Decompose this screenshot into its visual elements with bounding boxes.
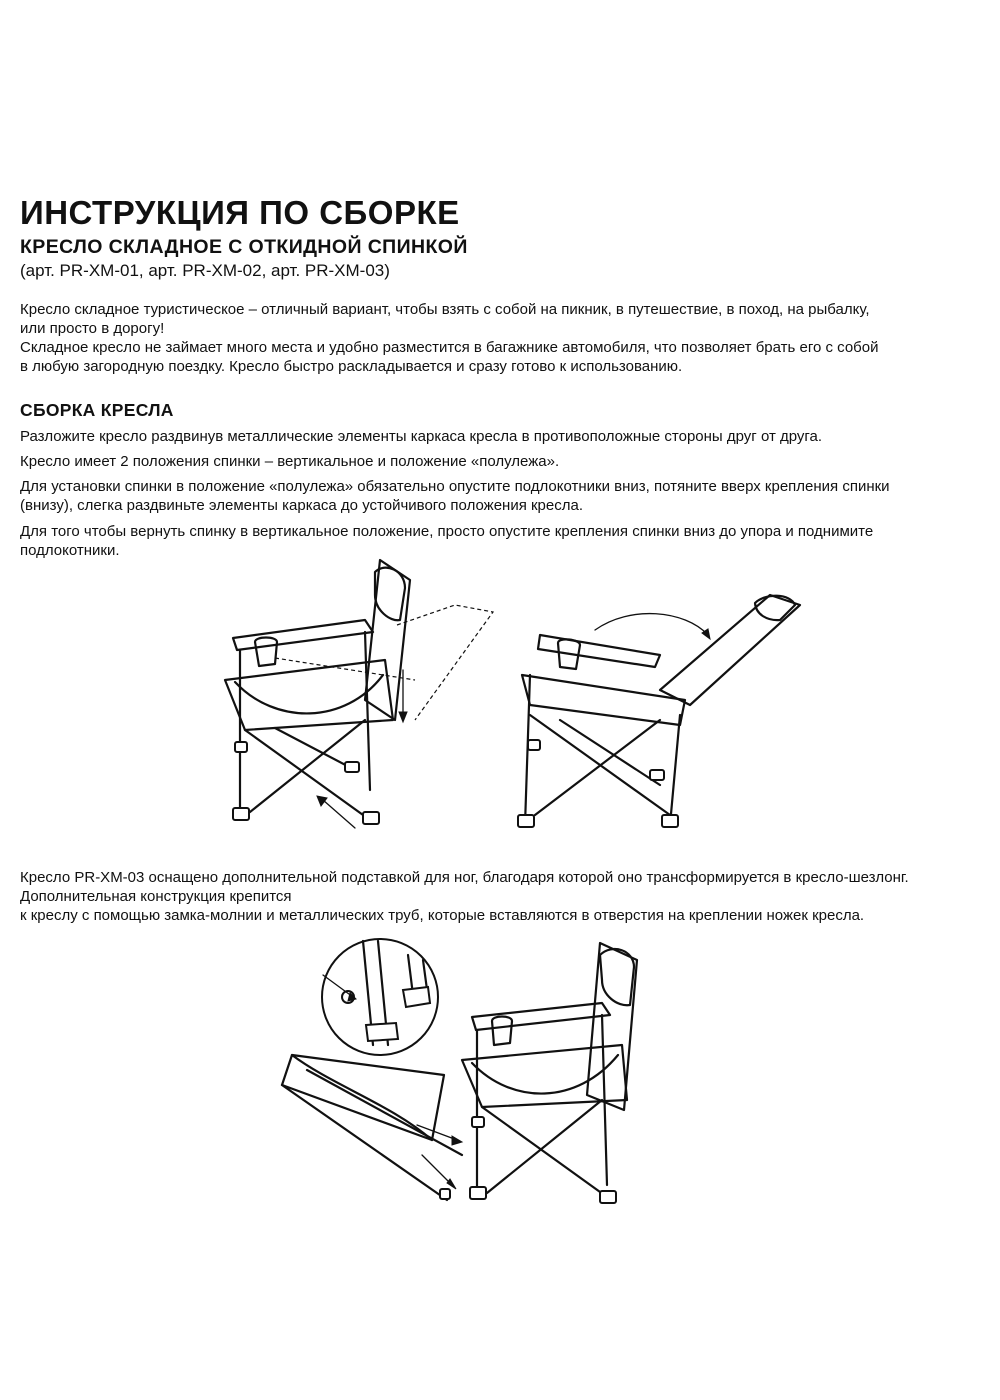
footrest-illustration — [272, 1045, 472, 1205]
assembly-step-3-line: Для установки спинки в положение «полулежа» обязательно опустите подлокотники вниз, потяните вверх крепления спинки — [20, 478, 890, 495]
footrest-line: Дополнительная конструкция крепится — [20, 888, 292, 905]
section-heading-assembly: СБОРКА КРЕСЛА — [20, 400, 174, 420]
article-numbers: (арт. PR-XM-01, арт. PR-XM-02, арт. PR-XM-03) — [20, 261, 390, 280]
assembly-step-3-line: (внизу), слегка раздвиньте элементы каркаса до устойчивого положения кресла. — [20, 497, 584, 514]
chair-upright-illustration — [215, 550, 505, 840]
assembly-step-4 — [20, 522, 995, 560]
footrest-paragraph — [20, 868, 995, 925]
intro-line: Кресло складное туристическое – отличный вариант, чтобы взять с собой на пикник, в путешествие, в поход, на рыбалку, — [20, 301, 870, 318]
assembly-step-4-line: подлокотники. — [20, 542, 120, 559]
assembly-step-4-line: Для того чтобы вернуть спинку в вертикальное положение, просто опустите крепления спинки вниз до упора и поднимите — [20, 523, 874, 540]
page-title: ИНСТРУКЦИЯ ПО СБОРКЕ — [20, 194, 460, 231]
chair-with-footrest-illustration — [452, 935, 652, 1210]
intro-paragraph — [20, 300, 995, 376]
footrest-line: Кресло PR-XM-03 оснащено дополнительной подставкой для ног, благодаря которой оно трансформируется в кресло-шезлонг. — [20, 869, 909, 886]
assembly-step-3 — [20, 477, 995, 515]
intro-line: или просто в дорогу! — [20, 320, 165, 337]
intro-line: в любую загородную поездку. Кресло быстро раскладывается и сразу готово к использованию. — [20, 358, 683, 375]
chair-reclined-illustration — [510, 575, 810, 835]
intro-line: Складное кресло не займает много места и удобно разместится в багажнике автомобиля, что позволяет брать его с собой — [20, 339, 879, 356]
assembly-step-2: Кресло имеет 2 положения спинки – вертикальное и положение «полулежа». — [20, 453, 560, 470]
assembly-step-1: Разложите кресло раздвинув металлические элементы каркаса кресла в противоположные стороны друг от друга. — [20, 428, 823, 445]
leg-mount-detail-illustration — [318, 935, 443, 1060]
page-subtitle: КРЕСЛО СКЛАДНОЕ С ОТКИДНОЙ СПИНКОЙ — [20, 236, 468, 258]
footrest-line: к креслу с помощью замка-молнии и металлических труб, которые вставляются в отверстия на креплении ножек кресла. — [20, 907, 865, 924]
